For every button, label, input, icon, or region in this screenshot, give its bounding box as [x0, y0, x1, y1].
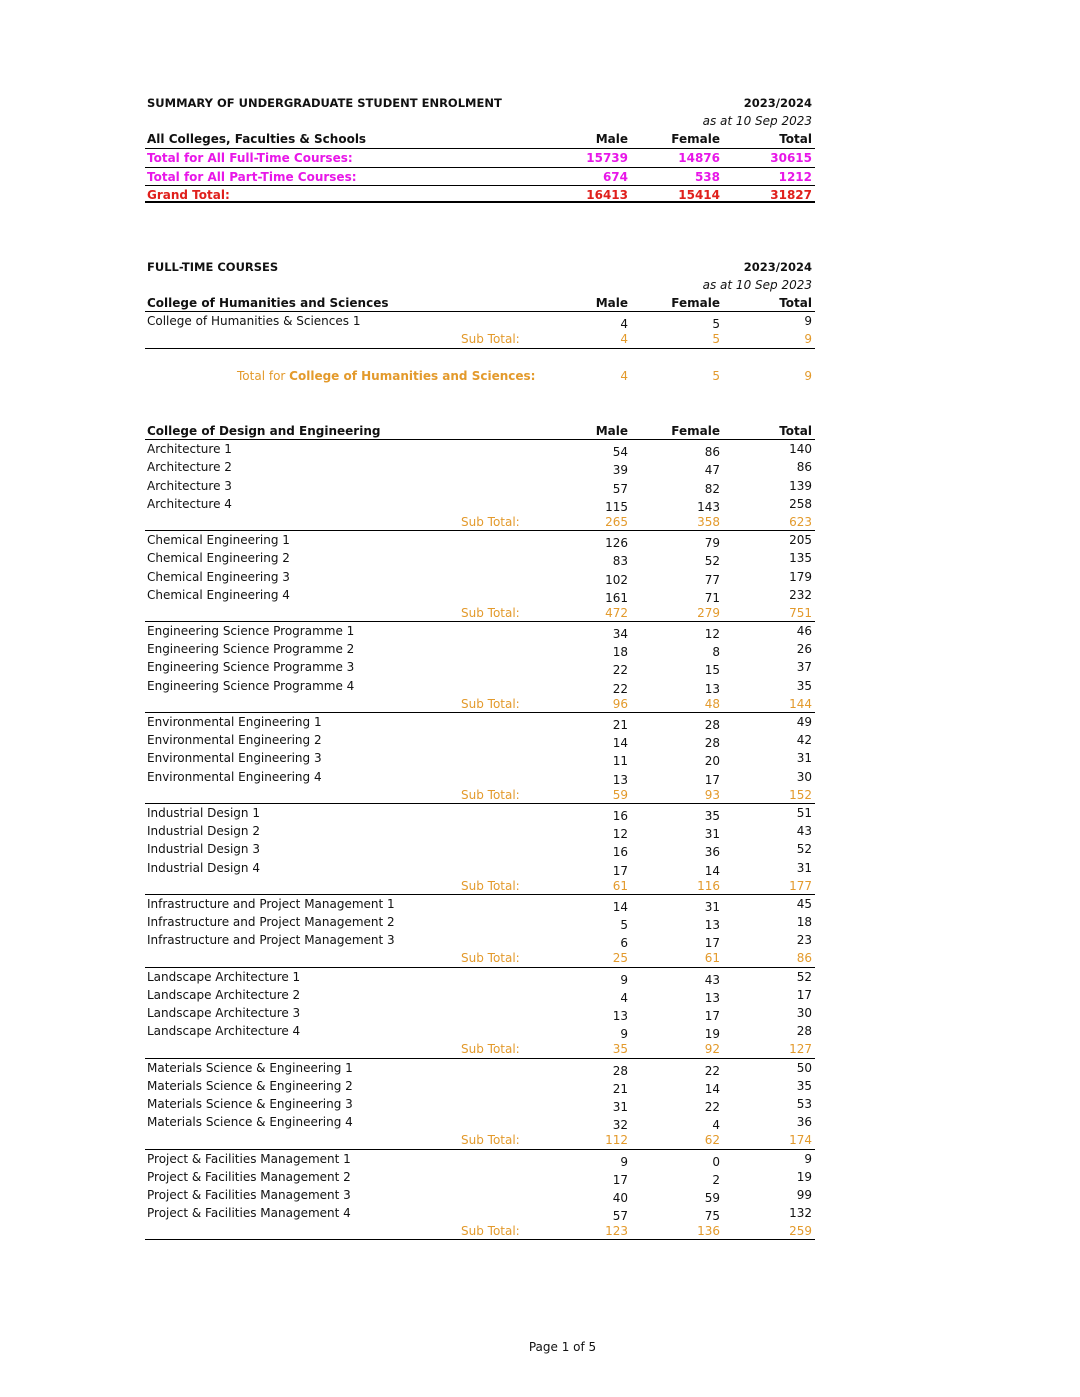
- subtotal-row: [145, 949, 815, 967]
- college-name: College of Humanities and Sciences: [147, 296, 389, 310]
- male-count: 4: [620, 990, 628, 1005]
- subtotal-female: 92: [704, 1042, 720, 1057]
- subtotal-row: [145, 695, 815, 713]
- female-count: 36: [704, 845, 720, 860]
- male-count: 21: [612, 1081, 628, 1096]
- college-name: College of Design and Engineering: [147, 424, 381, 438]
- female-count: 31: [704, 827, 720, 842]
- header-female: Female: [671, 424, 720, 438]
- female-count: 19: [704, 1027, 720, 1042]
- table-row: [145, 1150, 815, 1168]
- female-count: 71: [704, 590, 720, 605]
- male-count: 13: [612, 772, 628, 787]
- course-name: Landscape Architecture 3: [147, 1006, 301, 1020]
- total-count: 42: [796, 733, 812, 748]
- page-footer: Page 1 of 5: [528, 1340, 597, 1354]
- summary-row-total: 1212: [778, 169, 812, 184]
- subtotal-female: 5: [712, 332, 720, 347]
- college-total-name: College of Humanities and Sciences:: [289, 369, 536, 383]
- female-count: 43: [704, 972, 720, 987]
- male-count: 40: [612, 1190, 628, 1205]
- total-count: 19: [796, 1169, 812, 1184]
- course-name: Materials Science & Engineering 1: [147, 1060, 353, 1075]
- course-name: Architecture 4: [147, 496, 232, 511]
- total-count: 258: [789, 496, 812, 511]
- subtotal-total: 751: [789, 605, 812, 620]
- male-count: 57: [612, 481, 628, 496]
- female-count: 35: [704, 808, 720, 823]
- total-count: 49: [796, 715, 812, 729]
- course-name: Engineering Science Programme 1: [147, 624, 355, 639]
- male-count: 126: [605, 536, 628, 551]
- female-count: 2: [712, 1172, 720, 1187]
- subtotal-male: 472: [605, 605, 628, 620]
- subtotal-label: Sub Total:: [461, 605, 520, 620]
- male-count: 34: [612, 627, 628, 642]
- total-count: 50: [796, 1060, 812, 1075]
- subtotal-total: 86: [796, 951, 812, 966]
- female-count: 17: [704, 772, 720, 787]
- male-count: 31: [612, 1099, 628, 1114]
- table-row: [145, 586, 815, 604]
- course-name: Materials Science & Engineering 4: [147, 1115, 353, 1130]
- summary-row-total: 30615: [770, 150, 812, 165]
- header-male: Male: [595, 296, 628, 310]
- summary-row-label: Total for All Full-Time Courses:: [147, 150, 353, 165]
- total-count: 86: [796, 460, 812, 475]
- subtotal-row: [145, 330, 815, 348]
- male-count: 14: [612, 736, 628, 751]
- summary-row-female: 538: [694, 169, 720, 184]
- course-name: Materials Science & Engineering 3: [147, 1096, 353, 1111]
- male-count: 32: [612, 1118, 628, 1133]
- subtotal-male: 96: [612, 696, 628, 711]
- female-count: 12: [704, 627, 720, 642]
- female-count: 52: [704, 554, 720, 569]
- subtotal-male: 61: [612, 878, 628, 893]
- female-count: 17: [704, 1009, 720, 1023]
- subtotal-row: [145, 1222, 815, 1240]
- table-row: [145, 768, 815, 786]
- table-row: [145, 477, 815, 495]
- course-name: Architecture 3: [147, 478, 232, 493]
- college-total-prefix: Total for: [237, 369, 286, 383]
- table-row: [145, 458, 815, 476]
- female-count: 13: [704, 990, 720, 1005]
- summary-title-row: [145, 94, 815, 112]
- subtotal-total: 9: [804, 332, 812, 347]
- table-row: [145, 640, 815, 658]
- table-row: [145, 658, 815, 676]
- fulltime-title-row: [145, 258, 815, 276]
- female-count: 17: [704, 936, 720, 951]
- subtotal-total: 174: [789, 1133, 812, 1148]
- course-name: Infrastructure and Project Management 2: [147, 915, 395, 930]
- course-name: Chemical Engineering 3: [147, 569, 290, 584]
- college-humanities-total-label: [237, 369, 535, 383]
- table-row: [145, 1168, 815, 1186]
- summary-header-label: All Colleges, Faculties & Schools: [147, 132, 367, 147]
- total-count: 35: [796, 1078, 812, 1093]
- subtotal-female: 358: [697, 514, 720, 529]
- total-count: 179: [789, 569, 812, 584]
- course-name: Project & Facilities Management 3: [147, 1187, 351, 1202]
- summary-row-male: 674: [602, 169, 628, 184]
- table-row: [145, 312, 815, 330]
- college-humanities-section: [145, 294, 815, 349]
- table-row: [145, 913, 815, 931]
- summary-row-male: 15739: [586, 150, 628, 165]
- header-total: Total: [779, 424, 812, 438]
- summary-row-label: Total for All Part-Time Courses:: [147, 169, 357, 184]
- subtotal-label: Sub Total:: [461, 1133, 520, 1148]
- summary-header-total: Total: [779, 132, 812, 147]
- course-name: Landscape Architecture 1: [147, 969, 301, 984]
- female-count: 86: [704, 445, 720, 460]
- table-row: [145, 804, 815, 822]
- subtotal-total: 177: [789, 878, 812, 893]
- subtotal-row: [145, 1131, 815, 1149]
- total-count: 35: [796, 678, 812, 693]
- summary-section: [145, 94, 815, 203]
- course-name: Chemical Engineering 4: [147, 587, 290, 602]
- subtotal-label: Sub Total:: [461, 696, 520, 711]
- total-count: 31: [796, 751, 812, 766]
- table-row: [145, 859, 815, 877]
- female-count: 4: [712, 1118, 720, 1133]
- table-row: [145, 895, 815, 913]
- table-row: [145, 931, 815, 949]
- course-name: Materials Science & Engineering 2: [147, 1078, 353, 1093]
- male-count: 14: [612, 899, 628, 914]
- female-count: 20: [704, 754, 720, 769]
- male-count: 102: [605, 572, 628, 587]
- male-count: 17: [612, 1172, 628, 1187]
- summary-year: 2023/2024: [743, 96, 812, 110]
- course-name: Project & Facilities Management 4: [147, 1206, 351, 1221]
- total-count: 17: [796, 987, 812, 1002]
- table-row: [145, 622, 815, 640]
- course-name: Architecture 1: [147, 442, 232, 457]
- table-row: [145, 1113, 815, 1131]
- male-count: 115: [605, 499, 628, 514]
- male-count: 16: [612, 808, 628, 823]
- subtotal-total: 623: [789, 514, 812, 529]
- course-name: Engineering Science Programme 4: [147, 678, 355, 693]
- female-count: 75: [704, 1209, 720, 1224]
- total-count: 37: [796, 660, 812, 675]
- male-count: 12: [612, 827, 628, 842]
- total-count: 45: [796, 896, 812, 911]
- grand-total-female: 15414: [678, 187, 720, 202]
- female-count: 8: [712, 645, 720, 660]
- subtotal-row: [145, 604, 815, 622]
- total-count: 36: [796, 1115, 812, 1130]
- female-count: 22: [704, 1063, 720, 1078]
- course-name: Engineering Science Programme 3: [147, 660, 355, 675]
- course-name: Landscape Architecture 4: [147, 1024, 301, 1039]
- summary-parttime-row: [145, 167, 815, 185]
- female-count: 13: [704, 918, 720, 933]
- female-count: 15: [704, 663, 720, 678]
- female-count: 59: [704, 1190, 720, 1205]
- course-name: Industrial Design 3: [147, 842, 260, 857]
- subtotal-male: 4: [620, 332, 628, 347]
- subtotal-male: 59: [612, 787, 628, 802]
- grand-total-total: 31827: [770, 187, 812, 202]
- college-humanities-total-male: 4: [620, 369, 628, 383]
- table-row: [145, 1095, 815, 1113]
- college-humanities-total-total: 9: [804, 369, 812, 383]
- total-count: 46: [796, 624, 812, 639]
- summary-grand-total-row: [145, 185, 815, 203]
- course-name: Chemical Engineering 1: [147, 533, 290, 548]
- female-count: 28: [704, 736, 720, 751]
- header-female: Female: [671, 296, 720, 310]
- female-count: 143: [697, 499, 720, 514]
- grand-total-label: Grand Total:: [147, 187, 230, 202]
- male-count: 5: [620, 918, 628, 933]
- total-count: 53: [796, 1096, 812, 1111]
- female-count: 28: [704, 718, 720, 732]
- subtotal-male: 265: [605, 514, 628, 529]
- total-count: 52: [796, 969, 812, 984]
- college-header-row: [145, 422, 815, 440]
- total-count: 135: [789, 551, 812, 566]
- course-name: Industrial Design 2: [147, 824, 260, 839]
- course-name: Environmental Engineering 2: [147, 733, 322, 748]
- female-count: 31: [704, 899, 720, 914]
- male-count: 16: [612, 845, 628, 860]
- total-count: 52: [796, 842, 812, 857]
- header-total: Total: [779, 296, 812, 310]
- table-row: [145, 440, 815, 458]
- male-count: 9: [620, 1027, 628, 1042]
- table-row: [145, 677, 815, 695]
- male-count: 13: [612, 1009, 628, 1023]
- total-count: 26: [796, 642, 812, 657]
- table-row: [145, 840, 815, 858]
- male-count: 9: [620, 972, 628, 987]
- male-count: 39: [612, 463, 628, 478]
- course-name: Landscape Architecture 2: [147, 987, 301, 1002]
- course-name: Industrial Design 4: [147, 860, 260, 875]
- total-count: 139: [789, 478, 812, 493]
- total-count: 140: [789, 442, 812, 457]
- table-row: [145, 986, 815, 1004]
- table-row: [145, 1022, 815, 1040]
- male-count: 4: [620, 317, 628, 332]
- total-count: 28: [796, 1024, 812, 1039]
- course-name: Environmental Engineering 1: [147, 715, 322, 729]
- grand-total-male: 16413: [586, 187, 628, 202]
- subtotal-label: Sub Total:: [461, 332, 520, 347]
- total-count: 9: [804, 1151, 812, 1166]
- female-count: 5: [712, 317, 720, 332]
- course-name: Architecture 2: [147, 460, 232, 475]
- subtotal-label: Sub Total:: [461, 951, 520, 966]
- course-name: Environmental Engineering 4: [147, 769, 322, 784]
- subtotal-female: 279: [697, 605, 720, 620]
- total-count: 30: [796, 1006, 812, 1020]
- male-count: 17: [612, 863, 628, 878]
- male-count: 57: [612, 1209, 628, 1224]
- male-count: 11: [612, 754, 628, 769]
- subtotal-male: 123: [605, 1224, 628, 1239]
- table-row: [145, 731, 815, 749]
- table-row: [145, 568, 815, 586]
- college-design-engineering-section: [145, 422, 815, 1240]
- course-name: Industrial Design 1: [147, 805, 260, 820]
- table-row: [145, 1077, 815, 1095]
- table-row: [145, 1004, 815, 1022]
- total-count: 30: [796, 769, 812, 784]
- total-count: 9: [804, 314, 812, 329]
- summary-row-female: 14876: [678, 150, 720, 165]
- table-row: [145, 749, 815, 767]
- table-row: [145, 1186, 815, 1204]
- subtotal-total: 259: [789, 1224, 812, 1239]
- summary-as-at: as at 10 Sep 2023: [702, 114, 812, 129]
- total-count: 132: [789, 1206, 812, 1221]
- table-row: [145, 822, 815, 840]
- subtotal-female: 136: [697, 1224, 720, 1239]
- male-count: 28: [612, 1063, 628, 1078]
- fulltime-title: FULL-TIME COURSES: [147, 260, 279, 274]
- college-header-row: [145, 294, 815, 312]
- table-row: [145, 968, 815, 986]
- subtotal-male: 25: [612, 951, 628, 966]
- fulltime-as-at: as at 10 Sep 2023: [702, 278, 812, 293]
- female-count: 13: [704, 681, 720, 696]
- subtotal-label: Sub Total:: [461, 514, 520, 529]
- total-count: 18: [796, 915, 812, 930]
- subtotal-label: Sub Total:: [461, 1224, 520, 1239]
- fulltime-year: 2023/2024: [743, 260, 812, 274]
- subtotal-female: 93: [704, 787, 720, 802]
- college-humanities-total-female: 5: [712, 369, 720, 383]
- subtotal-male: 35: [612, 1042, 628, 1057]
- course-name: Infrastructure and Project Management 1: [147, 896, 395, 911]
- total-count: 23: [796, 933, 812, 948]
- male-count: 22: [612, 681, 628, 696]
- female-count: 14: [704, 1081, 720, 1096]
- fulltime-heading: [145, 258, 815, 294]
- female-count: 82: [704, 481, 720, 496]
- subtotal-row: [145, 1040, 815, 1058]
- course-name: College of Humanities & Sciences 1: [147, 314, 361, 329]
- table-row: [145, 1059, 815, 1077]
- course-name: Environmental Engineering 3: [147, 751, 322, 766]
- subtotal-female: 116: [697, 878, 720, 893]
- male-count: 6: [620, 936, 628, 951]
- table-row: [145, 531, 815, 549]
- subtotal-total: 144: [789, 696, 812, 711]
- subtotal-label: Sub Total:: [461, 1042, 520, 1057]
- table-row: [145, 495, 815, 513]
- table-row: [145, 549, 815, 567]
- subtotal-row: [145, 786, 815, 804]
- course-name: Engineering Science Programme 2: [147, 642, 355, 657]
- subtotal-male: 112: [605, 1133, 628, 1148]
- summary-header-row: [145, 130, 815, 148]
- male-count: 54: [612, 445, 628, 460]
- subtotal-female: 61: [704, 951, 720, 966]
- subtotal-label: Sub Total:: [461, 787, 520, 802]
- subtotal-row: [145, 877, 815, 895]
- male-count: 9: [620, 1154, 628, 1169]
- subtotal-total: 152: [789, 787, 812, 802]
- summary-fulltime-row: [145, 149, 815, 167]
- total-count: 43: [796, 824, 812, 839]
- total-count: 99: [796, 1187, 812, 1202]
- course-name: Infrastructure and Project Management 3: [147, 933, 395, 948]
- subtotal-label: Sub Total:: [461, 878, 520, 893]
- male-count: 21: [612, 718, 628, 732]
- total-count: 232: [789, 587, 812, 602]
- summary-header-female: Female: [671, 132, 720, 147]
- subtotal-row: [145, 513, 815, 531]
- male-count: 22: [612, 663, 628, 678]
- male-count: 83: [612, 554, 628, 569]
- course-name: Project & Facilities Management 2: [147, 1169, 351, 1184]
- male-count: 161: [605, 590, 628, 605]
- total-count: 205: [789, 533, 812, 548]
- fulltime-as-at-row: [145, 276, 815, 294]
- female-count: 77: [704, 572, 720, 587]
- female-count: 0: [712, 1154, 720, 1169]
- total-count: 51: [796, 805, 812, 820]
- total-count: 31: [796, 860, 812, 875]
- table-row: [145, 713, 815, 731]
- course-name: Project & Facilities Management 1: [147, 1151, 351, 1166]
- female-count: 79: [704, 536, 720, 551]
- summary-header-male: Male: [595, 132, 628, 147]
- female-count: 47: [704, 463, 720, 478]
- summary-title: SUMMARY OF UNDERGRADUATE STUDENT ENROLMENT: [147, 96, 502, 110]
- subtotal-total: 127: [789, 1042, 812, 1057]
- female-count: 22: [704, 1099, 720, 1114]
- subtotal-female: 62: [704, 1133, 720, 1148]
- male-count: 18: [612, 645, 628, 660]
- female-count: 14: [704, 863, 720, 878]
- summary-as-at-row: [145, 112, 815, 130]
- table-row: [145, 1204, 815, 1222]
- course-name: Chemical Engineering 2: [147, 551, 290, 566]
- header-male: Male: [595, 424, 628, 438]
- subtotal-female: 48: [704, 696, 720, 711]
